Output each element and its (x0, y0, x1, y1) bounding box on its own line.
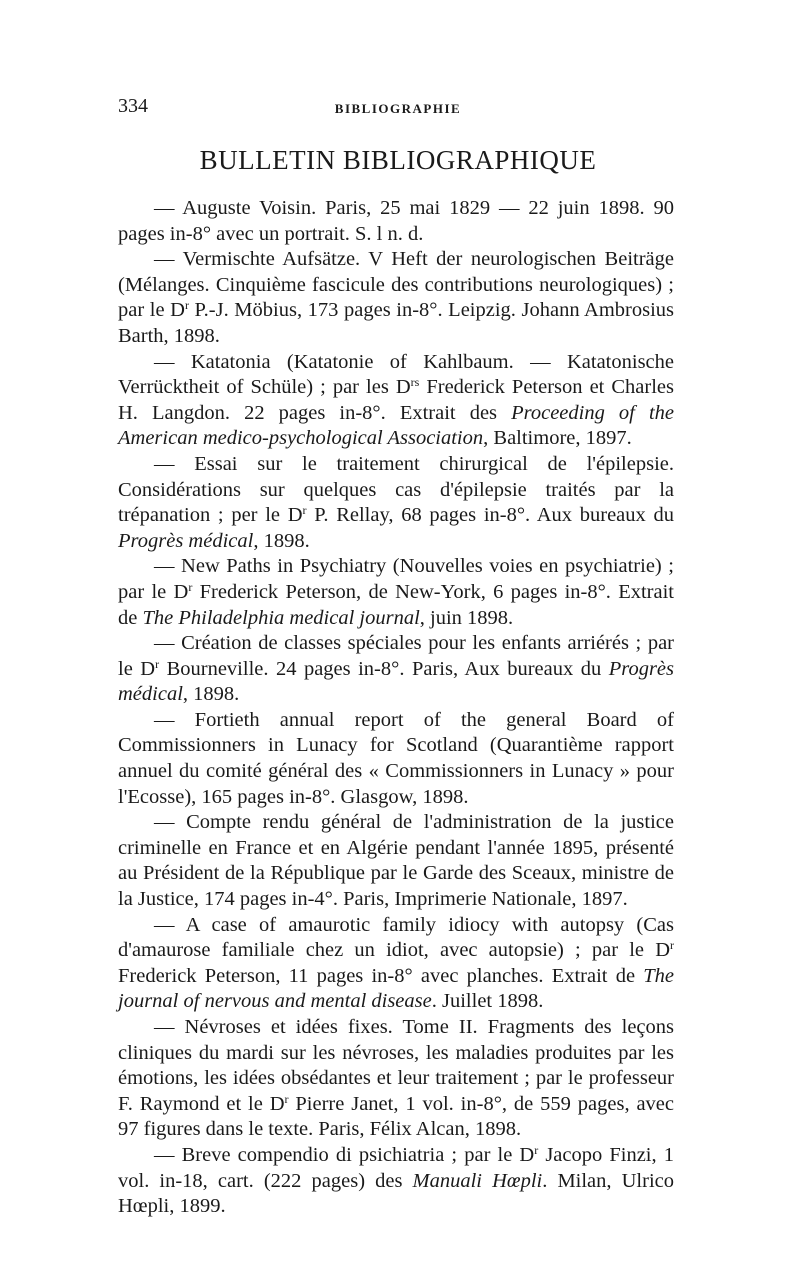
bibliography-entry: — Névroses et idées fixes. Tome II. Fragments des leçons cliniques du mardi sur les névroses, les maladies produites par les émotions, les idées obsédantes et leur traitement ; par le professeur F. Raymond et le $D^r$ Pierre Janet, 1 vol. in-8°, de 559 pages, avec 97 figures dans le texte. Paris, Félix Alcan, 1898. (118, 1016, 674, 1141)
bibliography-entry: — Breve compendio di psichiatria ; par le $D^r$ Jacopo Finzi, 1 vol. in-18, cart. (222 pages) des Manuali Hœpli. Milan, Ulrico Hœpli, 1899. (118, 1142, 674, 1218)
bibliography-entry: — Vermischte Aufsätze. V Heft der neurologischen Beiträge (Mélanges. Cinquième fascicule des contributions neurologiques) ; par le $D^r$ P.-J. Möbius, 173 pages in-8°. Leipzig. Johann Ambrosius Barth, 1898. (118, 248, 675, 347)
bibliography-entry: — Fortieth annual report of the general Board of Commissionners in Lunacy for Scotland (Quarantième rapport annuel du comité général des « Commissionners in Lunacy » pour l'Ecosse), 165 pages in-8°. Glasgow, 1898. (118, 708, 674, 808)
bibliography-entry: — Katatonia (Katatonie of Kahlbaum. — Katatonische Verrücktheit of Schüle) ; par les $D^{rs}$ Frederick Peterson et Charles H. Langdon. 22 pages in-8°. Extrait des Proceeding of the American medico-psychological Association, Baltimore, 1897. (118, 350, 675, 450)
bibliography-entry: — Essai sur le traitement chirurgical de l'épilepsie. Considérations sur quelques cas d'épilepsie traités par la trépanation ; per le $D^r$ P. Rellay, 68 pages in-8°. Aux bureaux du Progrès médical, 1898. (118, 452, 674, 552)
bibliography-entry: — Compte rendu général de l'administration de la justice criminelle en France et en Algérie pendant l'année 1895, présenté au Président de la République par le Garde des Sceaux, ministre de la Justice, 174 pages in-4°. Paris, Imprimerie Nationale, 1897. (118, 811, 674, 911)
running-title: BIBLIOGRAPHIE (334, 101, 462, 116)
bibliography-entry: — Création de classes spéciales pour les enfants arriérés ; par le $D^r$ Bourneville. 24 pages in-8°. Paris, Aux bureaux du Progrès médical, 1898. (118, 632, 674, 706)
bibliography-entry: — A case of amaurotic family idiocy with autopsy (Cas d'amaurose familiale chez un idiot, avec autopsie) ; par le $D^r$ Frederick Peterson, 11 pages in-8° avec planches. Extrait de The journal of nervous and mental disease. Juillet 1898. (118, 913, 674, 1013)
journal-title: Progrès médical (118, 529, 254, 552)
series-title: Manuali Hœpli (412, 1169, 543, 1192)
bibliography-entry: — Auguste Voisin. Paris, 25 mai 1829 — 22 juin 1898. 90 pages in-8° avec un portrait. S. l n. d. (118, 197, 674, 245)
bibliography-list (118, 196, 674, 1220)
bibliography-entry: — New Paths in Psychiatry (Nouvelles voies en psychiatrie) ; par le $D^r$ Frederick Peterson, de New-York, 6 pages in-8°. Extrait de The Philadelphia medical journal, juin 1898. (118, 555, 674, 629)
section-title: BULLETIN BIBLIOGRAPHIQUE (199, 145, 597, 175)
journal-title: The Philadelphia medical journal (142, 606, 420, 629)
journal-title: Proceeding of the American medico-psychological Association (118, 401, 674, 450)
page-number: 334 (118, 95, 148, 117)
journal-title: The journal of nervous and mental disease (118, 964, 674, 1013)
journal-title: Progrès médical (118, 657, 674, 706)
